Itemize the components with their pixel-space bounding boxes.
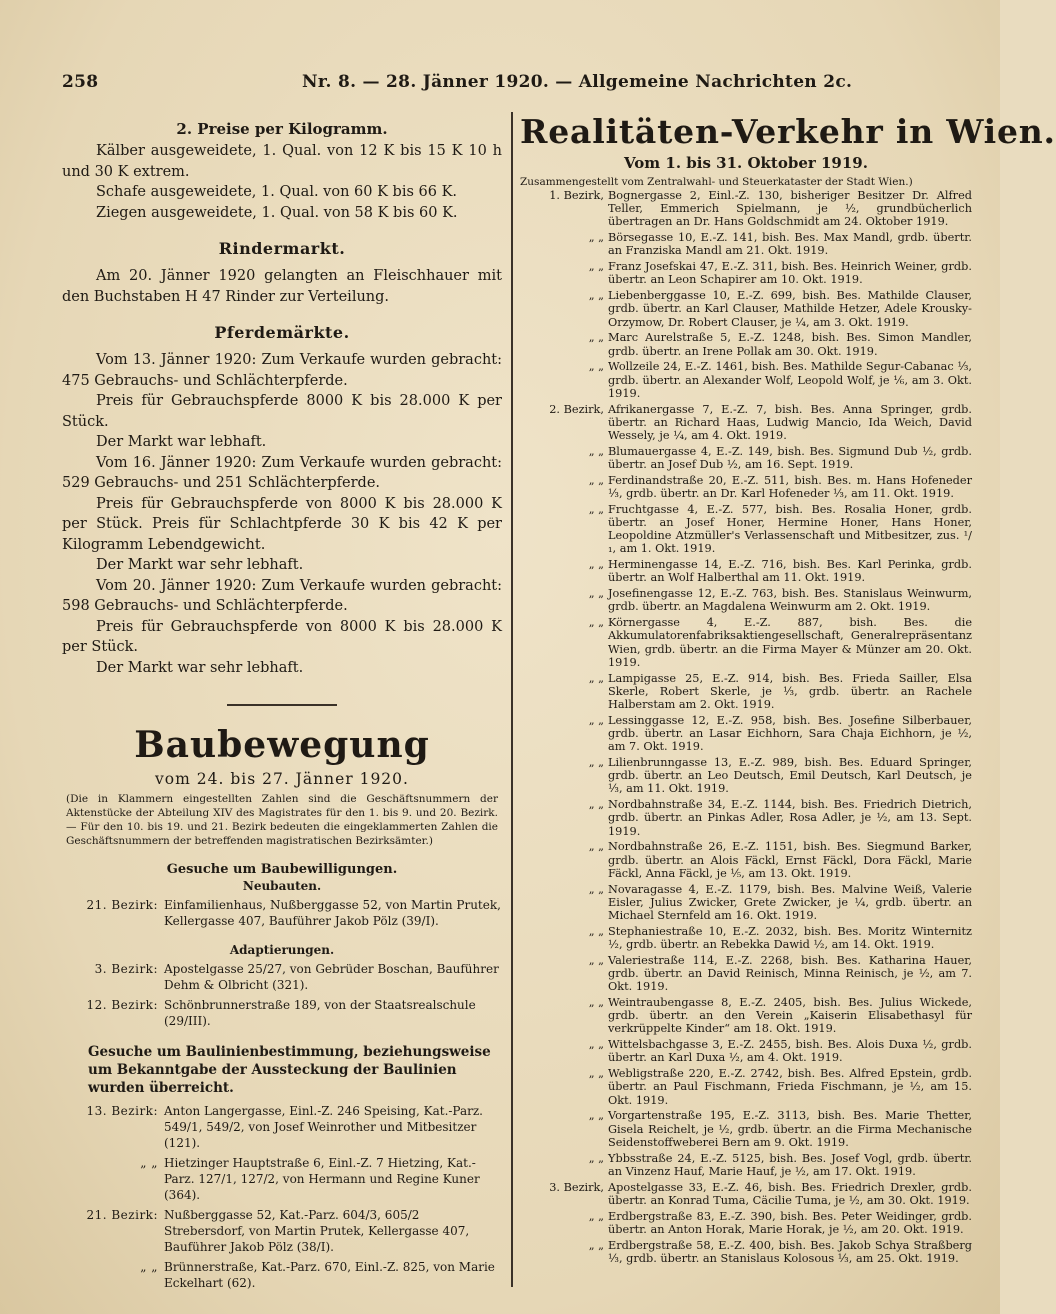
bau-date: vom 24. bis 27. Jänner 1920. xyxy=(155,770,409,788)
list-item xyxy=(520,1109,972,1149)
list-item xyxy=(520,1067,972,1107)
district-label: „ „ xyxy=(588,671,604,685)
entry-text: Wollzeile 24, E.-Z. 1461, bish. Bes. Mathilde Segur-Cabanac ⅓, grdb. übertr. an Alexander Wolf, Leopold Wolf, je ⅙, am 3. Okt. 1919. xyxy=(608,360,972,400)
list-item xyxy=(520,798,972,838)
entry-text: Valeriestraße 114, E.-Z. 2268, bish. Bes. Katharina Hauer, grdb. übertr. an David Reinisch, Minna Reinisch, je ½, am 7. Okt. 1919. xyxy=(608,953,972,994)
entry-text: Vorgartenstraße 195, E.-Z. 3113, bish. Bes. Marie Thetter, Gisela Reichelt, je ½, grdb. übertr. an die Firma Mechanische Seidenstoffweberei Bern am 9. Okt. 1919. xyxy=(608,1109,972,1149)
realty-note: Zusammengestellt vom Zentralwahl- und Steuerkataster der Stadt Wien.) xyxy=(520,176,913,188)
district-label: „ „ xyxy=(588,473,604,487)
list-item xyxy=(520,260,972,286)
list-item xyxy=(520,714,972,754)
bau-note: (Die in Klammern eingestellten Zahlen sind die Geschäftsnummern der Aktenstücke der Abteilung XIV des Magistrates für den 1. bis 9. und 20. Bezirk. — Für den 10. bis 19. und 21. Bezirk bedeuten die eingeklammerten Zahlen die Geschäftsnummern der betreffenden magistratischen Bezirksämter.) xyxy=(66,793,498,847)
list-item xyxy=(520,925,972,951)
entry-text: Webligstraße 220, E.-Z. 2742, bish. Bes. Alfred Epstein, grdb. übertr. an Paul Fischmann, Frieda Fischmann, je ½, am 15. Okt. 1919. xyxy=(608,1067,972,1107)
realty-subtitle: Vom 1. bis 31. Oktober 1919. xyxy=(624,154,868,172)
list-item xyxy=(520,1239,972,1265)
entry-text: Stephaniestraße 10, E.-Z. 2032, bish. Bes. Moritz Winternitz ½, grdb. übertr. an Rebekka Dawid ½, am 14. Okt. 1919. xyxy=(608,924,972,952)
left-column xyxy=(62,118,502,1295)
entry-text: Josefinengasse 12, E.-Z. 763, bish. Bes. Stanislaus Weinwurm, grdb. übertr. an Magdalena Weinwurm am 2. Okt. 1919. xyxy=(608,587,972,614)
district-label: „ „ xyxy=(588,231,604,245)
list-item xyxy=(62,997,502,1029)
entry-text: Ferdinandstraße 20, E.-Z. 511, bish. Bes. m. Hans Hofeneder ⅓, grdb. übertr. an Dr. Karl Hofeneder ⅓, am 11. Okt. 1919. xyxy=(608,473,972,501)
list-item xyxy=(520,1152,972,1178)
realty-list xyxy=(520,189,972,1265)
list-item xyxy=(520,445,972,471)
list-item xyxy=(520,331,972,357)
price-line: Kälber ausgeweidete, 1. Qual. von 12 K bis 15 K 10 h und 30 K extrem. xyxy=(62,143,502,180)
entry-text: Marc Aurelstraße 5, E.-Z. 1248, bish. Bes. Simon Mandler, grdb. übertr. an Irene Pollak am 30. Okt. 1919. xyxy=(608,331,972,358)
list-item xyxy=(520,996,972,1036)
horse-paragraph: Der Markt war sehr lebhaft. xyxy=(96,557,304,573)
entry-text: Anton Langergasse, Einl.-Z. 246 Speising, Kat.-Parz. 549/1, 549/2, von Josef Weinrother und Mitbesitzer (121). xyxy=(164,1104,483,1150)
realty-title: Realitäten-Verkehr in Wien. xyxy=(520,112,1056,151)
horse-heading: Pferdemärkte. xyxy=(214,323,350,342)
list-item xyxy=(520,954,972,994)
list-item xyxy=(520,231,972,257)
column-divider xyxy=(511,112,513,1287)
district-label: „ „ xyxy=(588,331,604,345)
page-header xyxy=(62,72,942,98)
neubauten-heading: Neubauten. xyxy=(242,879,322,893)
district-label: 21. Bezirk: xyxy=(86,1208,158,1222)
entry-text: Wittelsbachgasse 3, E.-Z. 2455, bish. Bes. Alois Duxa ½, grdb. übertr. an Karl Duxa ½, am 4. Okt. 1919. xyxy=(608,1038,972,1065)
horse-paragraph: Preis für Gebrauchspferde von 8000 K bis 28.000 K per Stück. xyxy=(62,618,502,655)
entry-text: Brünnerstraße, Kat.-Parz. 670, Einl.-Z. 825, von Marie Eckelhart (62). xyxy=(164,1260,495,1290)
entry-text: Liebenberggasse 10, E.-Z. 699, bish. Bes. Mathilde Clauser, grdb. übertr. an Karl Clauser, Mathilde Hetzer, Adele Krousky-Orzymow, Dr. Robert Clauser, je ¼, am 3. Okt. 1919. xyxy=(608,289,972,329)
list-item xyxy=(520,587,972,613)
entry-text: Erdbergstraße 58, E.-Z. 400, bish. Bes. Jakob Schya Straßberg ⅓, grdb. übertr. an Stanislaus Kolosous ⅓, am 25. Okt. 1919. xyxy=(608,1238,972,1265)
entry-text: Herminengasse 14, E.-Z. 716, bish. Bes. Karl Perinka, grdb. übertr. an Wolf Halberthal am 11. Okt. 1919. xyxy=(608,558,972,585)
district-label: „ „ xyxy=(588,924,604,938)
district-label: 12. Bezirk: xyxy=(86,998,158,1012)
horse-paragraph: Der Markt war sehr lebhaft. xyxy=(96,659,304,676)
entry-text: Schönbrunnerstraße 189, von der Staatsrealschule (29/III). xyxy=(164,998,476,1028)
entry-text: Nußberggasse 52, Kat.-Parz. 604/3, 605/2 Strebersdorf, von Martin Prutek, Kellergasse 407, Bauführer Jakob Pölz (38/I). xyxy=(164,1208,470,1254)
entry-text: Nordbahnstraße 34, E.-Z. 1144, bish. Bes. Friedrich Dietrich, grdb. übertr. an Pinkas Adler, Rosa Adler, je ½, am 13. Sept. 1919. xyxy=(608,798,972,838)
district-label: 2. Bezirk, xyxy=(549,402,604,416)
entry-text: Apostelgasse 33, E.-Z. 46, bish. Bes. Friedrich Drexler, grdb. übertr. an Konrad Tuma, Cäcilie Tuma, je ½, am 30. Okt. 1919. xyxy=(608,1180,972,1207)
entry-text: Bognergasse 2, Einl.-Z. 130, bisheriger Besitzer Dr. Alfred Teller, Emmerich Spielmann, je ½, grundbücherlich übertragen an Dr. Hans Goldschmidt am 24. Oktober 1919. xyxy=(608,189,972,229)
district-label: „ „ xyxy=(588,260,604,274)
entry-text: Erdbergstraße 83, E.-Z. 390, bish. Bes. Peter Weidinger, grdb. übertr. an Anton Horak, Marie Horak, je ½, am 20. Okt. 1919. xyxy=(608,1209,972,1236)
district-label: „ „ xyxy=(588,756,604,770)
district-label: „ „ xyxy=(588,360,604,374)
district-label: 1. Bezirk, xyxy=(549,189,604,202)
price-line: Ziegen ausgeweidete, 1. Qual. von 58 K bis 60 K. xyxy=(96,204,458,221)
district-label: 3. Bezirk: xyxy=(94,962,158,976)
gesuche-heading: Gesuche um Baubewilligungen. xyxy=(166,862,398,877)
entry-text: Afrikanergasse 7, E.-Z. 7, bish. Bes. Anna Springer, grdb. übertr. an Richard Haas, Ludwig Mancio, Ida Weich, David Wessely, je ¼, am 4. Okt. 1919. xyxy=(608,402,972,443)
page-number: 258 xyxy=(62,72,99,92)
district-label: „ „ xyxy=(588,713,604,727)
list-item xyxy=(62,897,502,929)
list-item xyxy=(520,558,972,584)
list-item xyxy=(62,961,502,993)
horse-paragraph: Preis für Gebrauchspferde von 8000 K bis 28.000 K per Stück. Preis für Schlachtpferde 30 K bis 42 K per Kilogramm Lebendgewicht. xyxy=(62,495,502,553)
prices-heading: 2. Preise per Kilogramm. xyxy=(176,120,388,138)
entry-text: Apostelgasse 25/27, von Gebrüder Boschan, Bauführer Dehm & Olbricht (321). xyxy=(164,962,499,992)
entry-text: Börsegasse 10, E.-Z. 141, bish. Bes. Max Mandl, grdb. übertr. an Franziska Mandl am 21. Okt. 1919. xyxy=(608,231,972,258)
price-line: Schafe ausgeweidete, 1. Qual. von 60 K bis 66 K. xyxy=(96,184,458,200)
entry-text: Hietzinger Hauptstraße 6, Einl.-Z. 7 Hietzing, Kat.-Parz. 127/1, 127/2, von Hermann und Regine Kuner (364). xyxy=(164,1156,480,1202)
district-label: „ „ xyxy=(588,1109,604,1123)
horse-paragraph: Vom 13. Jänner 1920: Zum Verkaufe wurden gebracht: 475 Gebrauchs- und Schlächterpferde. xyxy=(62,352,502,389)
entry-text: Lilienbrunngasse 13, E.-Z. 989, bish. Bes. Eduard Springer, grdb. übertr. an Leo Deutsch, Emil Deutsch, Karl Deutsch, je ⅓, am 11. Okt. 1919. xyxy=(608,756,972,796)
district-label: „ „ xyxy=(588,953,604,967)
header-title: Nr. 8. — 28. Jänner 1920. — Allgemeine Nachrichten 2c. xyxy=(302,72,853,92)
district-label: „ „ xyxy=(588,558,604,572)
district-label: „ „ xyxy=(588,289,604,303)
district-label: „ „ xyxy=(588,502,604,516)
list-item xyxy=(520,1181,972,1207)
district-label: „ „ xyxy=(140,1260,158,1274)
district-label: „ „ xyxy=(588,1151,604,1165)
section-divider xyxy=(227,704,337,706)
bau-title: Baubewegung xyxy=(134,724,430,766)
district-label: „ „ xyxy=(588,840,604,854)
district-label: „ „ xyxy=(588,587,604,601)
entry-text: Franz Josefskai 47, E.-Z. 311, bish. Bes. Heinrich Weiner, grdb. übertr. an Leon Schapirer am 10. Okt. 1919. xyxy=(608,260,972,287)
baulinien-heading: Gesuche um Baulinienbestimmung, beziehungsweise um Bekanntgabe der Aussteckung der Baulinien wurden überreicht. xyxy=(88,1044,491,1096)
district-label: „ „ xyxy=(588,1238,604,1252)
list-item xyxy=(520,189,972,229)
list-item xyxy=(520,883,972,923)
district-label: „ „ xyxy=(588,996,604,1010)
entry-text: Körnergasse 4, E.-Z. 887, bish. Bes. die Akkumulatorenfabriksaktiengesellschaft, Generalrepräsentanz Wien, grdb. übertr. an die Firma Mayer & Münzer am 20. Okt. 1919. xyxy=(608,616,972,669)
district-label: „ „ xyxy=(588,1209,604,1223)
list-item xyxy=(520,616,972,669)
list-item xyxy=(62,1155,502,1203)
right-column xyxy=(520,112,1056,1268)
entry-text: Lampigasse 25, E.-Z. 914, bish. Bes. Frieda Sailler, Elsa Skerle, Robert Skerle, je ⅓, grdb. übertr. an Rachele Halberstam am 2. Okt. 1919. xyxy=(608,671,972,712)
cattle-text: Am 20. Jänner 1920 gelangten an Fleischhauer mit den Buchstaben H 47 Rinder zur Verteilung. xyxy=(62,268,502,305)
district-label: „ „ xyxy=(588,616,604,630)
list-item xyxy=(520,289,972,329)
list-item xyxy=(62,1259,502,1291)
list-item xyxy=(520,1210,972,1236)
cattle-heading: Rindermarkt. xyxy=(218,239,346,258)
list-item xyxy=(520,474,972,500)
entry-text: Lessinggasse 12, E.-Z. 958, bish. Bes. Josefine Silberbauer, grdb. übertr. an Lasar Eichhorn, Sara Chaja Eichhorn, je ½, am 7. Okt. 1919. xyxy=(608,713,972,754)
district-label: „ „ xyxy=(588,882,604,896)
list-item xyxy=(520,403,972,443)
district-label: 21. Bezirk: xyxy=(86,898,158,912)
adapt-heading: Adaptierungen. xyxy=(229,943,335,957)
list-item xyxy=(62,1103,502,1151)
list-item xyxy=(520,1038,972,1064)
entry-text: Ybbsstraße 24, E.-Z. 5125, bish. Bes. Josef Vogl, grdb. übertr. an Vinzenz Hauf, Marie Hauf, je ½, am 17. Okt. 1919. xyxy=(608,1151,972,1178)
district-label: 3. Bezirk, xyxy=(549,1180,604,1194)
list-item xyxy=(520,672,972,712)
list-item xyxy=(62,1207,502,1255)
district-label: „ „ xyxy=(588,798,604,812)
list-item xyxy=(520,360,972,400)
entry-text: Nordbahnstraße 26, E.-Z. 1151, bish. Bes. Siegmund Barker, grdb. übertr. an Alois Fäckl, Ernst Fäckl, Dora Fäckl, Marie Fäckl, Anna Fäckl, je ⅕, am 13. Okt. 1919. xyxy=(608,840,972,880)
horse-paragraph: Vom 16. Jänner 1920: Zum Verkaufe wurden gebracht: 529 Gebrauchs- und 251 Schlächterpferde. xyxy=(62,454,502,491)
list-item xyxy=(520,756,972,796)
entry-text: Fruchtgasse 4, E.-Z. 577, bish. Bes. Rosalia Honer, grdb. übertr. an Josef Honer, Hermine Honer, Hans Honer, Leopoldine Atzmüller's Verlassenschaft und Mitbesitzer, zus. ¹/₁, am 1. Okt. 1919. xyxy=(608,502,972,556)
district-label: „ „ xyxy=(588,1038,604,1052)
horse-paragraph: Preis für Gebrauchspferde 8000 K bis 28.000 K per Stück. xyxy=(62,393,502,430)
horse-paragraph: Der Markt war lebhaft. xyxy=(96,434,267,450)
list-item xyxy=(520,840,972,880)
district-label: „ „ xyxy=(588,1067,604,1081)
district-label: „ „ xyxy=(588,444,604,458)
entry-text: Weintraubengasse 8, E.-Z. 2405, bish. Bes. Julius Wickede, grdb. übertr. an den Verein „Kaiserin Elisabethasyl für verkrüppelte Kinder“ am 18. Okt. 1919. xyxy=(608,996,972,1036)
district-label: 13. Bezirk: xyxy=(86,1104,158,1118)
entry-text: Novaragasse 4, E.-Z. 1179, bish. Bes. Malvine Weiß, Valerie Eisler, Julius Zwicker, Grete Zwicker, je ¼, grdb. übertr. an Michael Sternfeld am 16. Okt. 1919. xyxy=(608,882,972,923)
horse-paragraph: Vom 20. Jänner 1920: Zum Verkaufe wurden gebracht: 598 Gebrauchs- und Schlächterpferde. xyxy=(62,577,502,614)
entry-text: Blumauergasse 4, E.-Z. 149, bish. Bes. Sigmund Dub ½, grdb. übertr. an Josef Dub ½, am 16. Sept. 1919. xyxy=(608,444,972,472)
entry-text: Einfamilienhaus, Nußberggasse 52, von Martin Prutek, Kellergasse 407, Bauführer Jakob Pölz (39/I). xyxy=(164,898,501,928)
district-label: „ „ xyxy=(140,1156,158,1170)
list-item xyxy=(520,503,972,556)
